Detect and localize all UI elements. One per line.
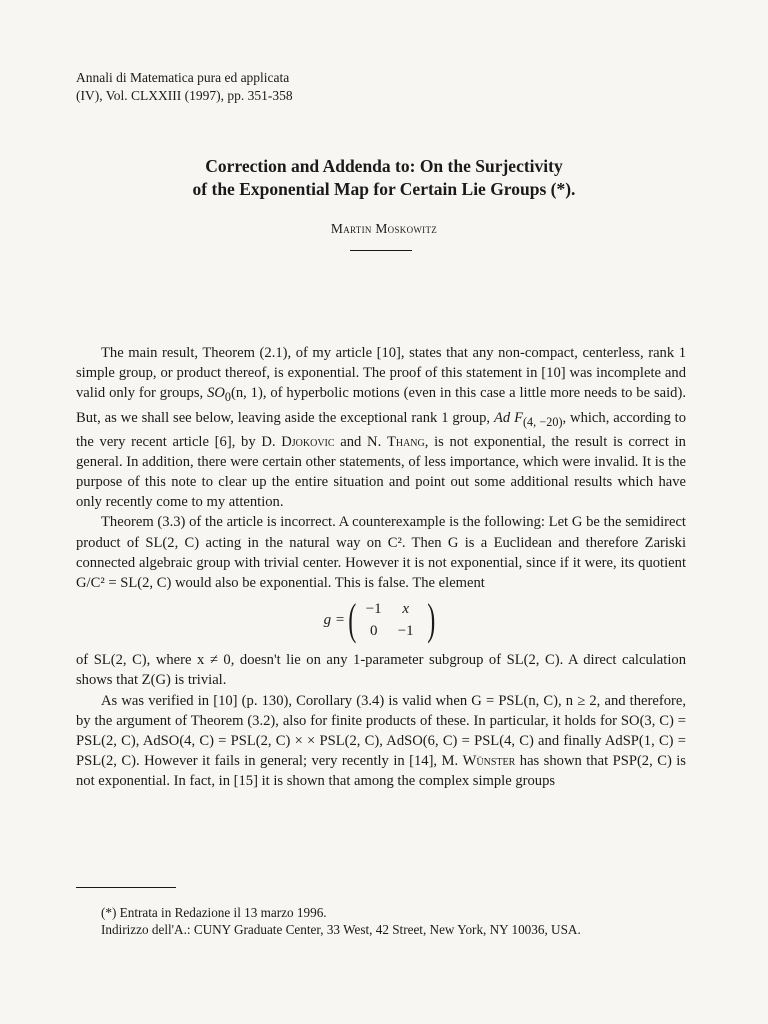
matrix-a11: −1 <box>365 601 382 618</box>
p3-text: of SL(2, C), where x ≠ 0, doesn't lie on any 1-parameter subgroup of SL(2, C). A direct calculation shows that Z(G) is trivial. <box>76 652 686 689</box>
journal-line-1: Annali di Matematica pura ed applicata <box>76 70 290 85</box>
title-line-2: of the Exponential Map for Certain Lie Groups (*). <box>192 179 576 199</box>
matrix-a21: 0 <box>369 623 378 640</box>
p2-text: Theorem (3.3) of the article is incorrect. A counterexample is the following: Let G be the semidirect product of SL(2, C) acting in the natural way on C². Then G is a Euclidean and therefore Zariski connected algebraic group with trivial center. However it is not exponential, since if it were, its quotient G/C² = SL(2, C) would also be exponential. This is false. The element <box>76 514 686 592</box>
matrix-grid <box>360 599 424 641</box>
matrix-right-paren: ) <box>426 595 436 645</box>
footnote-address: Indirizzo dell'A.: CUNY Graduate Center, 33 West, 42 Street, New York, NY 10036, USA. <box>101 921 581 937</box>
p1-text-5: , is not exponential, the result is correct in general. In addition, there were certain other statements, of less importance, which were invalid. It is the purpose of this note to clear up the entire situation and point out some additional results which have only recently come to my attention. <box>76 433 686 511</box>
matrix-a12: x <box>402 601 410 618</box>
matrix-left-paren: ( <box>348 595 357 645</box>
p1-math-adf: Ad F <box>493 409 523 426</box>
article-body <box>76 343 686 792</box>
author-thang: Thang <box>386 433 425 450</box>
footnote-divider <box>76 887 176 888</box>
matrix-equation <box>76 594 686 646</box>
matrix-lhs: g = <box>323 612 346 629</box>
p1-math-so: SO <box>207 385 225 402</box>
paragraph-2 <box>76 512 686 593</box>
p4-text-2: has shown that PSP(2, C) is not exponential. In fact, in [15] it is shown that among the complex simple groups <box>76 753 686 790</box>
journal-line-2: (IV), Vol. CLXXIII (1997), pp. 351-358 <box>76 88 293 103</box>
p1-text-3: , which, according to the very recent article [6], by D. <box>76 409 687 450</box>
author-wunster: Wünster <box>462 753 516 770</box>
footnote-received: (*) Entrata in Redazione il 13 marzo 1996. <box>101 905 327 920</box>
p1-math-so-sub: 0 <box>224 390 231 405</box>
paragraph-3 <box>76 650 686 690</box>
author-name: Martin Moskowitz <box>330 221 438 236</box>
journal-header <box>76 69 293 105</box>
p4-text-1: As was verified in [10] (p. 130), Corollary (3.4) is valid when G = PSL(n, C), n ≥ 2, and therefore, by the argument of Theorem (3.2), also for finite products of these. In particular, it holds for SO(3, C) = PSL(2, C), AdSO(4, C) = PSL(2, C) × × PSL(2, C), AdSO(6, C) = PSL(4, C) and finally AdSP(1, C) = PSL(2, C). However it fails in general; very recently in [14], M. <box>76 692 686 770</box>
paragraph-4 <box>76 691 686 792</box>
author-djokovic: Djokovic <box>281 433 335 450</box>
title-line-1: Correction and Addenda to: On the Surjectivity <box>205 156 563 176</box>
author-divider <box>350 250 412 251</box>
footnotes <box>76 905 686 938</box>
paper-title <box>0 155 768 201</box>
paragraph-1 <box>76 343 686 512</box>
p1-math-adf-sub: (4, −20) <box>522 414 563 429</box>
matrix-a22: −1 <box>397 623 414 640</box>
p1-text-1: The main result, Theorem (2.1), of my article [10], states that any non-compact, centerless, rank 1 simple group, or product thereof, is exponential. The proof of this statement in [10] was incomplete and valid only for groups, <box>76 345 686 402</box>
p1-text-4: and N. <box>334 433 387 450</box>
p1-text-2: (n, 1), of hyperbolic motions (even in this case a little more needs to be said). But, as we shall see below, leaving aside the exceptional rank 1 group, <box>76 385 686 426</box>
